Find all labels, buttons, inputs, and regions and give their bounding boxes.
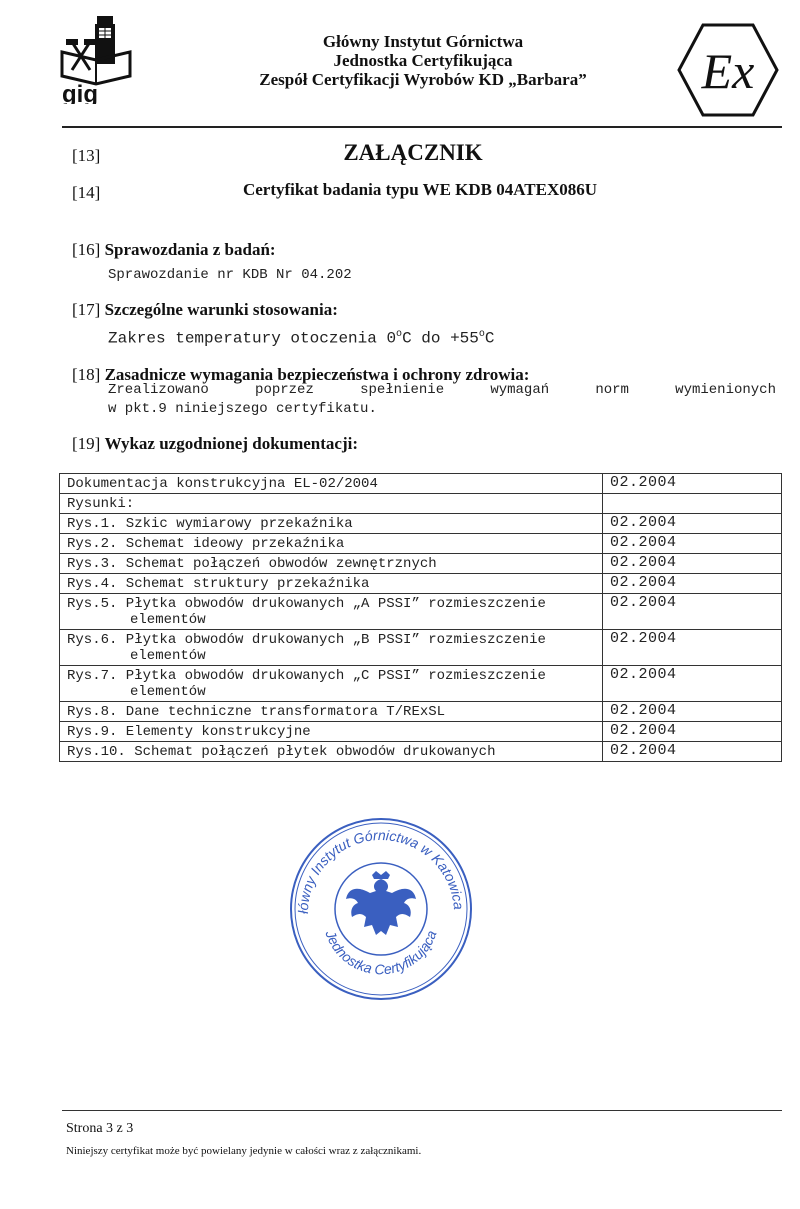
document-description-cell [60,630,603,666]
section-19-title: Wykaz uzgodnionej dokumentacji: [104,434,359,453]
document-description-continued: elementów [130,612,206,628]
table-row [60,494,782,514]
table-row [60,554,782,574]
section-18-word: wymagań [490,382,550,398]
document-date-cell: 02.2004 [603,554,782,574]
table-row [60,514,782,534]
section-18-body-line1 [108,382,776,398]
document-description-continued: elementów [130,648,206,664]
section-17-number: [17] [72,300,101,319]
section-16-number: [16] [72,240,101,259]
degree-mark-2: o [478,329,485,340]
table-row [60,630,782,666]
subtitle-number: [14] [72,183,101,202]
document-date-cell: 02.2004 [603,630,782,666]
document-description: Dokumentacja konstrukcyjna EL-02/2004 [67,476,378,492]
section-16-title: Sprawozdania z badań: [104,240,276,259]
document-description: Rys.2. Schemat ideowy przekaźnika [67,536,345,552]
certificate-subtitle: Certyfikat badania typu WE KDB 04ATEX086U [242,180,598,199]
gig-logo [60,14,135,104]
table-row [60,742,782,762]
document-description-cell [60,494,603,514]
temperature-text-end: C [484,329,495,348]
degree-mark-1: o [396,329,403,340]
section-18-word: Zrealizowano [108,382,209,398]
document-description-cell [60,742,603,762]
table-row [60,534,782,554]
table-row [60,702,782,722]
document-description-cell [60,534,603,554]
ex-hexagon-icon [676,22,780,118]
section-17-body [108,329,495,347]
table-row [60,722,782,742]
official-stamp [286,815,476,1003]
gig-logo-icon [60,14,135,104]
section-18-number: [18] [72,365,101,384]
temperature-text-start: Zakres temperatury otoczenia 0 [108,329,397,348]
header-line-unit: Jednostka Certyfikująca [333,51,513,70]
document-description: Rys.6. Płytka obwodów drukowanych „B PSSI” rozmieszczenie [67,632,546,648]
stamp-bottom-text: Jednostka Certyfikująca [322,928,440,978]
document-description: Rys.1. Szkic wymiarowy przekaźnika [67,516,353,532]
document-description: Rys.8. Dane techniczne transformatora T/RExSL [67,704,446,720]
table-row [60,474,782,494]
title-number: [13] [72,146,101,165]
document-description: Rys.4. Schemat struktury przekaźnika [67,576,370,592]
section-18-word: norm [595,382,629,398]
stamp-outer-text: łówny Instytut Górnictwa w Katowica [294,826,467,914]
document-description: Rys.3. Schemat połączeń obwodów zewnętrznych [67,556,437,572]
document-description-continued: elementów [130,684,206,700]
document-date-cell: 02.2004 [603,514,782,534]
document-date-cell: 02.2004 [603,666,782,702]
section-17-title: Szczególne warunki stosowania: [104,300,338,319]
page-number: Strona 3 z 3 [66,1121,134,1136]
footer-note: Niniejszy certyfikat może być powielany jedynie w całości wraz z załącznikami. [66,1145,422,1157]
page-title: ZAŁĄCZNIK [343,140,483,165]
section-18-title: Zasadnicze wymagania bezpieczeństwa i ochrony zdrowia: [104,365,530,384]
eagle-icon [346,871,416,935]
document-description-cell [60,594,603,630]
document-description: Rys.9. Elementy konstrukcyjne [67,724,311,740]
section-18-word: spełnienie [360,382,445,398]
header-rule [62,126,782,128]
header-line-team: Zespół Certyfikacji Wyrobów KD „Barbara” [259,70,587,89]
section-19-heading [72,434,358,454]
section-18-body-line2: w pkt.9 niniejszego certyfikatu. [108,401,377,417]
table-row [60,574,782,594]
ex-logo [676,22,780,118]
document-description-cell [60,554,603,574]
table-row [60,594,782,630]
temperature-text-middle: C do +55 [402,329,479,348]
footer-rule [62,1110,782,1111]
document-date-cell: 02.2004 [603,702,782,722]
document-description: Rysunki: [67,496,135,512]
ex-logo-text: Ex [701,43,755,99]
section-18-word: wymienionych [675,382,776,398]
document-date-cell: 02.2004 [603,722,782,742]
document-date-cell: 02.2004 [603,742,782,762]
document-description-cell [60,474,603,494]
document-description: Rys.5. Płytka obwodów drukowanych „A PSSI” rozmieszczenie [67,596,546,612]
section-19-number: [19] [72,434,101,453]
documentation-table [59,473,782,762]
document-description-cell [60,722,603,742]
document-description: Rys.10. Schemat połączeń płytek obwodów drukowanych [67,744,496,760]
document-description-cell [60,702,603,722]
stamp-seal-icon [286,815,476,1003]
table-row [60,666,782,702]
section-16-body: Sprawozdanie nr KDB Nr 04.202 [108,267,352,283]
document-description-cell [60,574,603,594]
document-date-cell: 02.2004 [603,594,782,630]
section-17-heading [72,300,338,320]
document-date-cell: 02.2004 [603,474,782,494]
section-16-heading [72,240,276,260]
section-18-word: poprzez [255,382,314,398]
document-date-cell: 02.2004 [603,534,782,554]
document-description-cell [60,514,603,534]
documentation-table-body [60,474,782,762]
header-line-institute: Główny Instytut Górnictwa [322,32,524,51]
document-description: Rys.7. Płytka obwodów drukowanych „C PSSI” rozmieszczenie [67,668,546,684]
document-date-cell: 02.2004 [603,574,782,594]
document-description-cell [60,666,603,702]
gig-logo-text: gig [62,81,98,104]
document-date-cell [603,494,782,514]
